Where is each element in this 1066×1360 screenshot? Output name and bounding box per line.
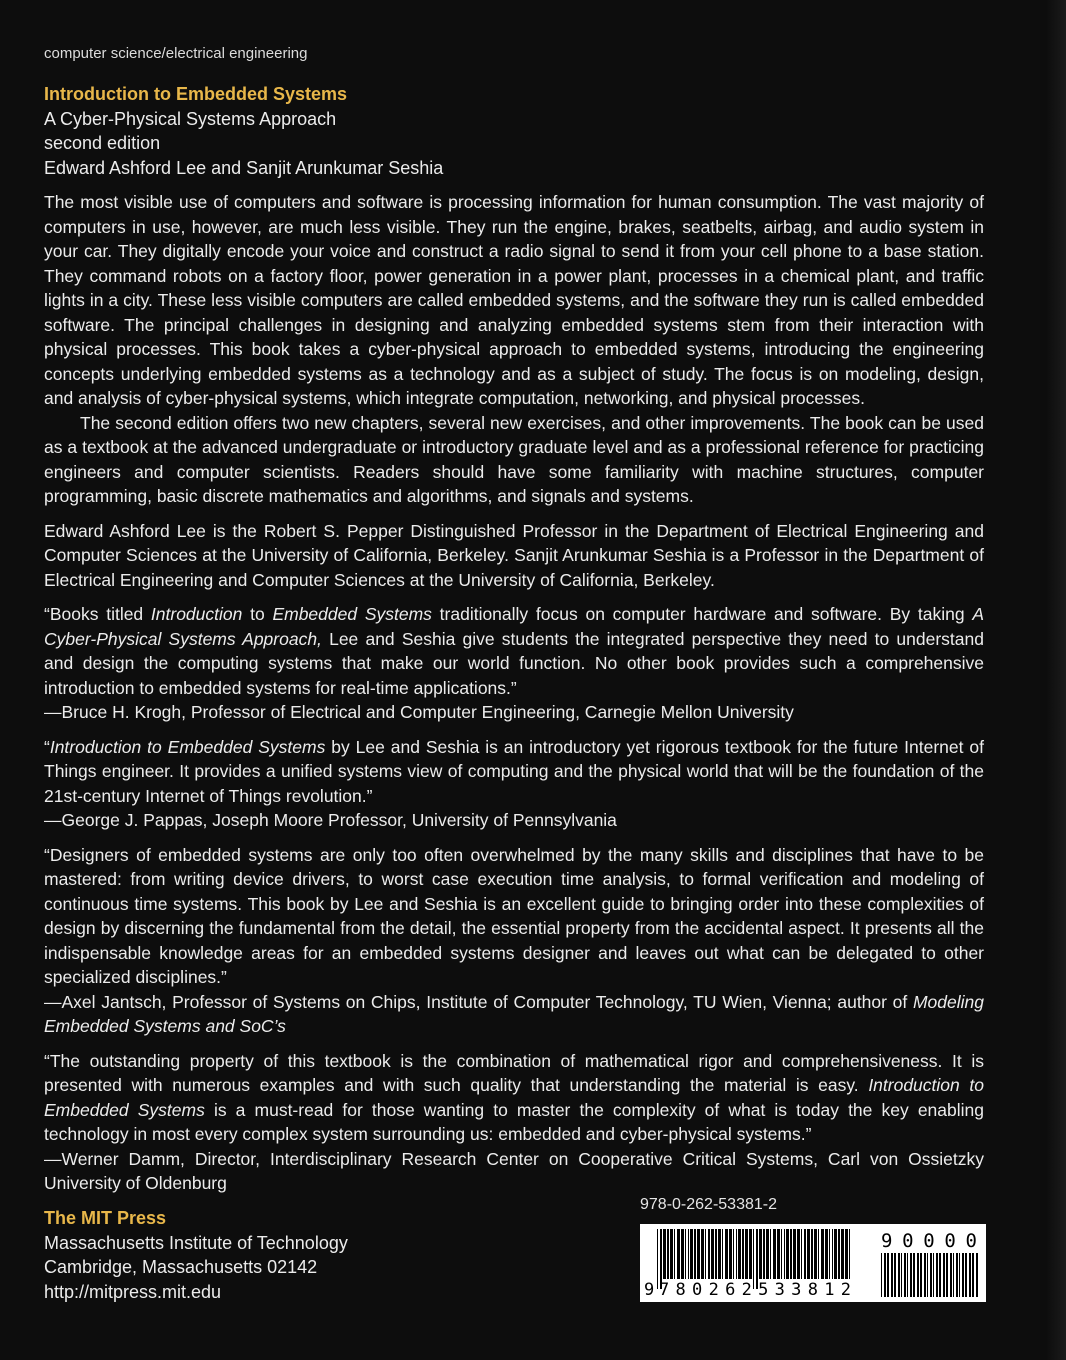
barcode-bar [962,1253,964,1297]
book-subtitle: A Cyber-Physical Systems Approach [44,108,337,129]
barcode-bar [770,1229,771,1279]
endorsement-damm-quote: “The outstanding property of this textbook is the combination of mathematical rigor and comprehensiveness. It is presented with numerous examples and with such quality that understanding the material is easy. Introduction to Embedded Systems is a must-read for those wanting to master the complexity of what is today the key enabling technology in most every complex system surrounding us: embedded and cyber-physical systems.” [44,1050,984,1144]
barcode-bar [832,1229,833,1279]
barcode-bar [927,1253,928,1297]
barcode-bar [657,1229,658,1289]
barcode-bar [976,1253,978,1297]
barcode-bar [894,1253,896,1297]
barcode [640,1224,986,1302]
publisher-name: The MIT Press [44,1208,167,1228]
barcode-bar [933,1253,934,1297]
barcode-bar [801,1229,802,1279]
barcode-bar [821,1229,824,1279]
endorsement-jantsch-attribution: —Axel Jantsch, Professor of Systems on Chips, Institute of Computer Technology, TU Wien, Vienna; author of Modeling Embedded Systems and SoC’s [44,991,984,1036]
barcode-bar [943,1253,945,1297]
barcode-bar [939,1253,941,1297]
barcode-bar [786,1229,789,1279]
barcode-bar [701,1229,704,1279]
barcode-bar [887,1253,889,1297]
endorsement-pappas-quote: “Introduction to Embedded Systems by Lee and Seshia is an introductory yet rigorous textbook for the future Internet of Things engineer. It provides a unified systems view of computing and the physical world that will be the foundation of the 21st-century Internet of Things revolution.” [44,736,984,806]
barcode-bar [920,1253,922,1297]
barcode-bar [773,1229,776,1279]
title-block [44,82,443,180]
barcode-bar [729,1229,732,1279]
barcode-bar [924,1253,926,1297]
barcode-bar [777,1229,780,1279]
barcode-bar [667,1229,669,1279]
barcode-bar [953,1253,954,1297]
barcode-bar [950,1253,952,1297]
barcode-bar [718,1229,721,1279]
book-title: Introduction to Embedded Systems [44,84,348,104]
barcode-bar [834,1229,837,1279]
description-paragraph-1: The most visible use of computers and software is processing information for human consumption. The vast majority of computers in use, however, are much less visible. They run the engine, brakes, seatbelts, airbag, and audio system in your car. They digitally encode your voice and construct a radio signal to send it from your cell phone to a base station. They command robots on a factory floor, power generation in a power plant, processes in a chemical plant, and traffic lights in a city. These less visible computers are called embedded systems, and the software they run is called embedded software. The principal challenges in designing and analyzing embedded systems stem from their interaction with physical processes. This book takes a cyber-physical approach to embedded systems, introducing the engineering concepts underlying embedded systems as a technology and as a subject of study. The focus is on modeling, design, and analysis of cyber-physical systems, which integrate computation, networking, and physical processes. [44,192,984,408]
barcode-bar [930,1253,932,1297]
barcode-bar [841,1229,844,1279]
barcode-bar [663,1229,666,1279]
barcode-graphic [641,1225,985,1301]
barcode-bar [766,1229,769,1279]
barcode-bar [901,1253,902,1297]
barcode-bar [745,1229,748,1279]
barcode-bar [688,1229,689,1279]
barcode-bar [705,1229,706,1279]
barcode-bar [742,1229,744,1279]
description-paragraph-2: The second edition offers two new chapters, several new exercises, and other improvements. The book can be used as a textbook at the advanced undergraduate or introductory graduate level and as a professional reference for practicing engineers and computer scientists. Readers should have some familiarity with machine structures, computer programming, basic discrete mathematics and algorithms, and signals and systems. [44,412,984,506]
barcode-bar [891,1253,893,1297]
endorsement-krogh-attribution: —Bruce H. Krogh, Professor of Electrical and Computer Engineering, Carnegie Mellon University [44,702,794,722]
publisher-url[interactable]: http://mitpress.mit.edu [44,1281,222,1302]
barcode-bar [790,1229,792,1279]
barcode-bar [694,1229,696,1279]
body-text [44,190,984,1196]
barcode-bar [793,1229,796,1279]
barcode-bar [697,1229,700,1279]
publisher-city: Cambridge, Massachusetts 02142 [44,1257,318,1277]
barcode-bar [674,1229,675,1279]
barcode-bar [811,1229,813,1279]
barcode-bar [733,1229,734,1279]
barcode-bar [711,1229,714,1279]
barcode-bar [969,1253,971,1297]
barcode-bar [849,1229,850,1279]
barcode-bar [972,1253,974,1297]
barcode-bar [845,1229,848,1279]
barcode-addon-bars [881,1253,978,1297]
book-authors: Edward Ashford Lee and Sanjit Arunkumar Seshia [44,157,444,178]
barcode-bar [681,1229,684,1279]
barcode-bar [807,1229,810,1279]
barcode-bar [725,1229,728,1279]
barcode-bar [722,1229,723,1279]
barcode-bar [670,1229,673,1279]
barcode-lead-digit: 9 [644,1280,655,1300]
barcode-bar [959,1253,960,1297]
barcode-bar [946,1253,948,1297]
publisher-institution: Massachusetts Institute of Technology [44,1232,348,1253]
isbn-label: 978-0-262-53381-2 [640,1196,777,1213]
barcode-bar [804,1229,806,1279]
barcode-bar [910,1253,912,1297]
barcode-bar [677,1229,680,1279]
barcode-bar [690,1229,693,1279]
barcode-bar [838,1229,840,1279]
category-label: computer science/electrical engineering [44,45,308,62]
barcode-bar [881,1253,882,1297]
barcode-bar [763,1229,765,1279]
endorsement-pappas-attribution: —George J. Pappas, Joseph Moore Professor, University of Pennsylvania [44,810,617,830]
barcode-bar [759,1229,762,1279]
barcode-bar [781,1229,782,1279]
spine-edge [1046,0,1066,1360]
barcode-bar [956,1253,958,1297]
barcode-bar [749,1229,752,1279]
barcode-bar [797,1229,800,1279]
barcode-bar [738,1229,741,1279]
barcode-bar [753,1229,754,1289]
barcode-main-bars [657,1229,850,1289]
barcode-bar [685,1229,686,1279]
barcode-bar [818,1229,819,1279]
barcode-bar [814,1229,817,1279]
endorsement-jantsch-quote: “Designers of embedded systems are only too often overwhelmed by the many skills and disciplines that have to be mastered: from writing device drivers, to worst case execution time analysis, to formal verification and modeling of continuous time systems. This book by Lee and Seshia is an excellent guide to bringing order into these complexities of design by discerning the fundamental from the detail, the essential property from the accidental aspect. It presents all the indispensable knowledge areas for an embedded systems designer and leaves out what can be delegated to other specialized disciplines.” [44,844,984,987]
barcode-bar [904,1253,906,1297]
barcode-bar [965,1253,967,1297]
barcode-bar [829,1229,830,1279]
barcode-bar [884,1253,886,1297]
barcode-bar [917,1253,919,1297]
barcode-bar [907,1253,908,1297]
author-bio: Edward Ashford Lee is the Robert S. Pepper Distinguished Professor in the Department of Electrical Engineering and Computer Sciences at the University of California, Berkeley. Sanjit Arunkumar Seshia is a Professor in the Department of Electrical Engineering and Computer Sciences at the University of California, Berkeley. [44,520,984,590]
endorsement-krogh-quote: “Books titled Introduction to Embedded Systems traditionally focus on computer hardware and software. By taking A Cyber-Physical Systems Approach, Lee and Seshia give students the integrated perspective they need to understand and design the computing systems that make our world function. No other book provides such a comprehensive introduction to embedded systems for real-time applications.” [44,604,985,698]
barcode-bar [736,1229,737,1279]
barcode-bar [825,1229,828,1279]
barcode-bar [784,1229,785,1279]
barcode-addon-digits: 90000 [881,1230,977,1252]
barcode-bar [936,1253,938,1297]
barcode-digits: 780262533812 [659,1280,851,1300]
barcode-bar [898,1253,900,1297]
barcode-bar [715,1229,717,1279]
book-edition: second edition [44,133,161,153]
publisher-block [44,1206,348,1304]
endorsement-damm-attribution: —Werner Damm, Director, Interdisciplinary Research Center on Cooperative Critical Systems, Carl von Ossietzky University of Oldenburg [44,1148,984,1193]
barcode-bar [913,1253,915,1297]
barcode-bar [708,1229,710,1279]
